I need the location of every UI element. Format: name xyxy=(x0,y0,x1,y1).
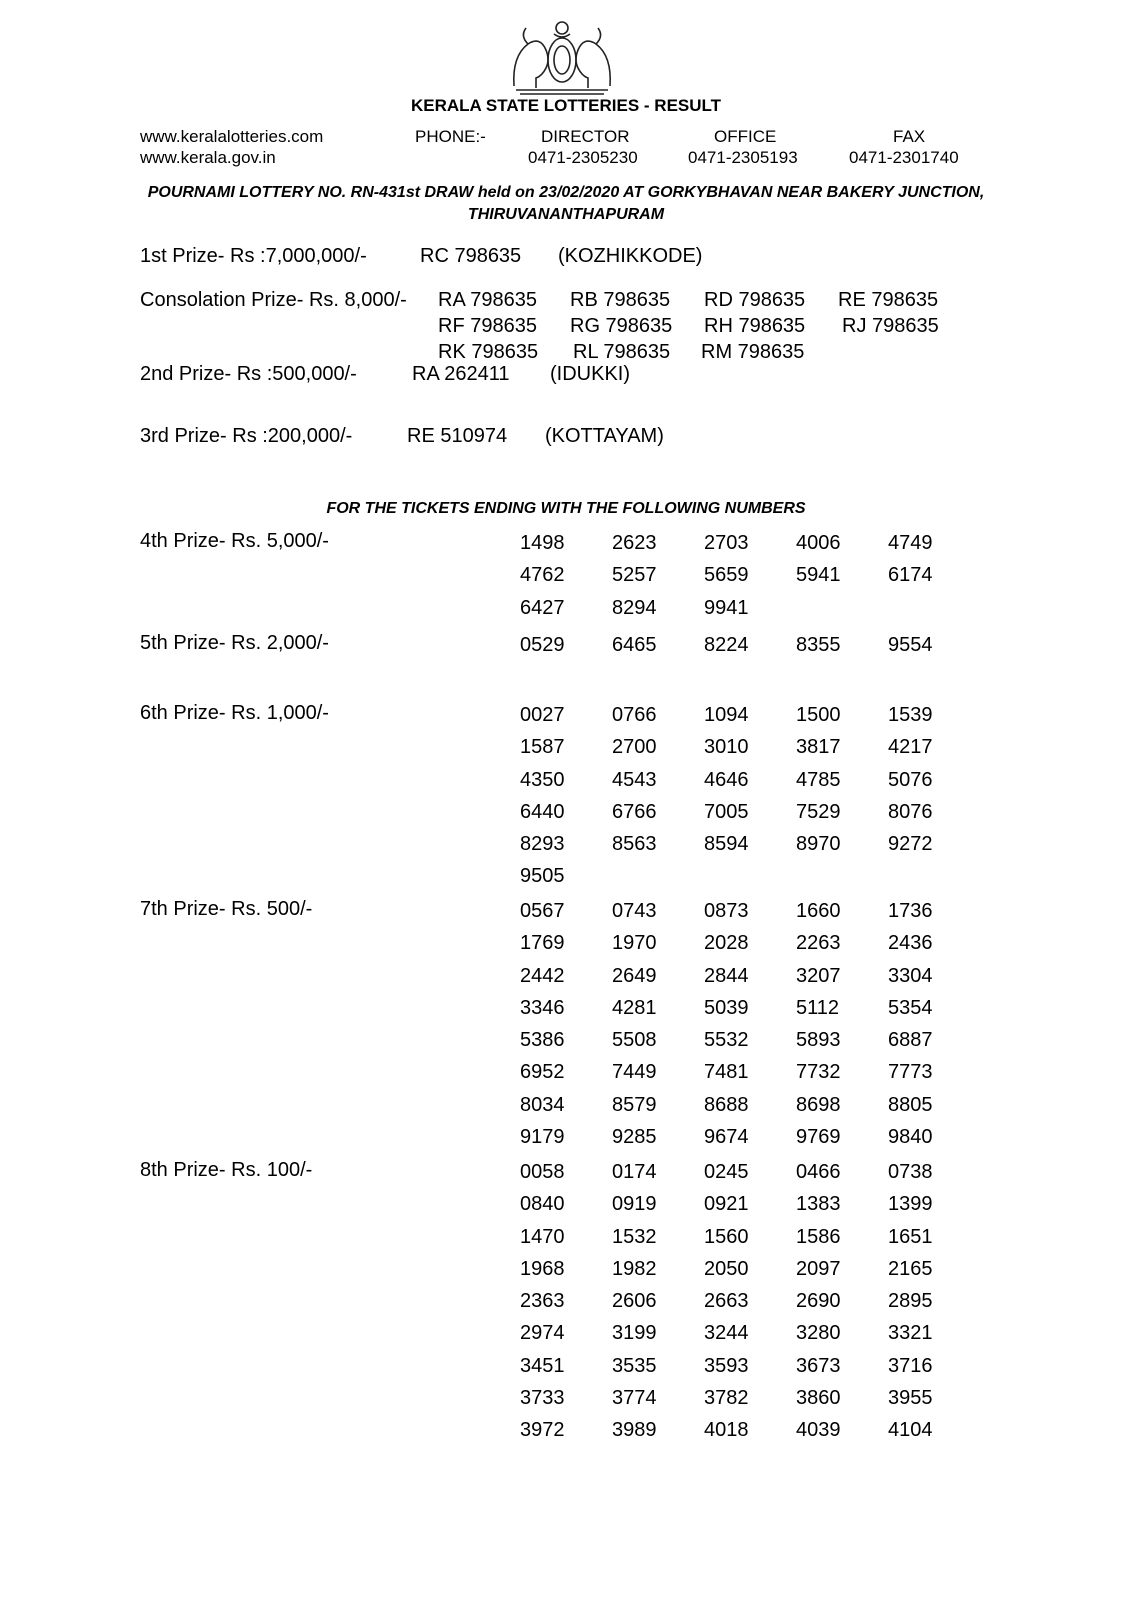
ticket-number: 3989 xyxy=(612,1419,657,1442)
first-prize-place: (KOZHIKKODE) xyxy=(558,245,703,267)
fifth-prize-label: 5th Prize- Rs. 2,000/- xyxy=(140,632,329,654)
ticket-number: 0873 xyxy=(704,900,749,922)
ticket-number: 4104 xyxy=(888,1419,933,1442)
ticket-number: 2844 xyxy=(704,964,749,987)
ticket-number: 9769 xyxy=(796,1126,841,1149)
ticket-number: 9272 xyxy=(888,833,933,856)
ticket-number: 8355 xyxy=(796,634,841,656)
fifth-prize-numbers xyxy=(520,629,980,661)
seventh-prize-numbers xyxy=(520,895,980,1153)
office-phone: 0471-2305193 xyxy=(688,148,798,167)
ticket-number: 1498 xyxy=(520,532,565,554)
ticket-number: 9941 xyxy=(704,596,749,619)
ticket-number: 7529 xyxy=(796,800,841,823)
ticket-number: 4006 xyxy=(796,532,841,554)
ticket-number: 3733 xyxy=(520,1387,565,1410)
ticket-number: 8698 xyxy=(796,1093,841,1116)
ticket-number: 4350 xyxy=(520,768,565,791)
ticket-number: 9554 xyxy=(888,634,933,656)
ticket-number: 2436 xyxy=(888,932,933,955)
ticket-number: 4217 xyxy=(888,736,933,759)
ticket-number: 6887 xyxy=(888,1029,933,1052)
ticket-number: 8970 xyxy=(796,833,841,856)
ticket-number: 4646 xyxy=(704,768,749,791)
ticket-number: 0245 xyxy=(704,1161,749,1183)
sixth-prize-label: 6th Prize- Rs. 1,000/- xyxy=(140,702,329,724)
ticket-number: 8224 xyxy=(704,634,749,656)
fourth-prize-numbers xyxy=(520,527,980,624)
ticket-number: 3280 xyxy=(796,1322,841,1345)
ticket-number: 2097 xyxy=(796,1257,841,1280)
ticket-number: 1660 xyxy=(796,900,841,922)
ticket-number: 0174 xyxy=(612,1161,657,1183)
eighth-prize-numbers xyxy=(520,1156,980,1447)
ticket-number: 2623 xyxy=(612,532,657,554)
ticket-number: 1587 xyxy=(520,736,565,759)
ticket-number: 9285 xyxy=(612,1126,657,1149)
ticket-number: 0919 xyxy=(612,1193,657,1216)
ticket-number: 8034 xyxy=(520,1093,565,1116)
sixth-prize-numbers xyxy=(520,699,980,893)
ticket-number: 5659 xyxy=(704,564,749,587)
ticket-number: 1586 xyxy=(796,1225,841,1248)
ticket-number: 5257 xyxy=(612,564,657,587)
ticket-number: 2974 xyxy=(520,1322,565,1345)
ticket-number: 3451 xyxy=(520,1354,565,1377)
ticket-number: 1982 xyxy=(612,1257,657,1280)
ticket-number: 8076 xyxy=(888,800,933,823)
ticket-number: 3321 xyxy=(888,1322,933,1345)
phone-label: PHONE:- xyxy=(415,127,486,146)
ticket-number: 1651 xyxy=(888,1225,933,1248)
seventh-prize-label: 7th Prize- Rs. 500/- xyxy=(140,898,313,920)
ticket-number: 0766 xyxy=(612,704,657,726)
director-label: DIRECTOR xyxy=(541,127,630,146)
consolation-ticket: RF 798635 xyxy=(438,315,537,337)
ticket-number: 4762 xyxy=(520,564,565,587)
second-prize-ticket: RA 262411 xyxy=(412,363,510,385)
ticket-number: 0529 xyxy=(520,634,565,656)
consolation-ticket: RL 798635 xyxy=(573,341,671,363)
third-prize-place: (KOTTAYAM) xyxy=(545,425,664,447)
director-phone: 0471-2305230 xyxy=(528,148,638,167)
ticket-number: 3972 xyxy=(520,1419,565,1442)
fax-number: 0471-2301740 xyxy=(849,148,959,167)
ticket-number: 3593 xyxy=(704,1354,749,1377)
ticket-number: 8294 xyxy=(612,596,657,619)
ticket-number: 6174 xyxy=(888,564,933,587)
ticket-number: 1532 xyxy=(612,1225,657,1248)
ticket-number: 6440 xyxy=(520,800,565,823)
office-label: OFFICE xyxy=(714,127,777,146)
ticket-number: 1970 xyxy=(612,932,657,955)
third-prize-ticket: RE 510974 xyxy=(407,425,508,447)
ticket-number: 7449 xyxy=(612,1061,657,1084)
ending-numbers-heading: FOR THE TICKETS ENDING WITH THE FOLLOWING NUMBERS xyxy=(326,500,806,517)
ticket-number: 0738 xyxy=(888,1161,933,1183)
website-link-1[interactable]: www.keralalotteries.com xyxy=(140,127,324,146)
draw-info: POURNAMI LOTTERY NO. RN-431st DRAW held on 23/02/2020 AT GORKYBHAVAN NEAR BAKERY JUNCTION, THIRUVANANTHAPURAM xyxy=(147,184,985,223)
consolation-ticket: RD 798635 xyxy=(704,289,806,311)
ticket-number: 7005 xyxy=(704,800,749,823)
ticket-number: 5941 xyxy=(796,564,841,587)
ticket-number: 2263 xyxy=(796,932,841,955)
ticket-number: 2028 xyxy=(704,932,749,955)
ticket-number: 5112 xyxy=(796,996,840,1019)
ticket-number: 9505 xyxy=(520,865,565,888)
ticket-number: 5354 xyxy=(888,996,933,1019)
consolation-ticket: RJ 798635 xyxy=(842,315,939,337)
ticket-number: 1094 xyxy=(704,704,749,726)
ticket-number: 7481 xyxy=(704,1061,749,1084)
ticket-number: 1736 xyxy=(888,900,933,922)
ticket-number: 5532 xyxy=(704,1029,749,1052)
ticket-number: 1470 xyxy=(520,1225,565,1248)
ticket-number: 0027 xyxy=(520,704,565,726)
ticket-number: 0058 xyxy=(520,1161,565,1183)
kerala-emblem-icon xyxy=(506,16,618,96)
ticket-number: 2050 xyxy=(704,1257,749,1280)
ticket-number: 1560 xyxy=(704,1225,749,1248)
fax-label: FAX xyxy=(893,127,926,146)
ticket-number: 0567 xyxy=(520,900,565,922)
ticket-number: 8805 xyxy=(888,1093,933,1116)
ticket-number: 2700 xyxy=(612,736,657,759)
ticket-number: 0840 xyxy=(520,1193,565,1216)
ticket-number: 3207 xyxy=(796,964,841,987)
ticket-number: 3774 xyxy=(612,1387,657,1410)
ticket-number: 0743 xyxy=(612,900,657,922)
second-prize-label: 2nd Prize- Rs :500,000/- xyxy=(140,363,357,385)
consolation-ticket: RE 798635 xyxy=(838,289,939,311)
page-title: KERALA STATE LOTTERIES - RESULT xyxy=(410,96,722,115)
ticket-number: 8594 xyxy=(704,833,749,856)
ticket-number: 6465 xyxy=(612,634,657,656)
ticket-number: 8563 xyxy=(612,833,657,856)
ticket-number: 6766 xyxy=(612,800,657,823)
ticket-number: 0466 xyxy=(796,1161,841,1183)
ticket-number: 4039 xyxy=(796,1419,841,1442)
ticket-number: 5386 xyxy=(520,1029,565,1052)
ticket-number: 1968 xyxy=(520,1257,565,1280)
ticket-number: 3817 xyxy=(796,736,841,759)
ticket-number: 3673 xyxy=(796,1354,841,1377)
consolation-ticket: RH 798635 xyxy=(704,315,806,337)
ticket-number: 9840 xyxy=(888,1126,933,1149)
ticket-number: 6427 xyxy=(520,596,565,619)
ticket-number: 3199 xyxy=(612,1322,657,1345)
ticket-number: 2690 xyxy=(796,1290,841,1313)
ticket-number: 2703 xyxy=(704,532,749,554)
website-link-2[interactable]: www.kerala.gov.in xyxy=(140,148,276,167)
third-prize-label: 3rd Prize- Rs :200,000/- xyxy=(140,425,353,447)
ticket-number: 5039 xyxy=(704,996,749,1019)
ticket-number: 4281 xyxy=(612,996,657,1019)
eighth-prize-label: 8th Prize- Rs. 100/- xyxy=(140,1159,313,1181)
ticket-number: 1539 xyxy=(888,704,933,726)
consolation-ticket: RG 798635 xyxy=(570,315,673,337)
ticket-number: 5893 xyxy=(796,1029,841,1052)
ticket-number: 5508 xyxy=(612,1029,657,1052)
consolation-ticket: RA 798635 xyxy=(438,289,537,311)
ticket-number: 0921 xyxy=(704,1193,749,1216)
ticket-number: 5076 xyxy=(888,768,933,791)
ticket-number: 1500 xyxy=(796,704,841,726)
ticket-number: 1383 xyxy=(796,1193,841,1216)
ticket-number: 3716 xyxy=(888,1354,933,1377)
ticket-number: 2165 xyxy=(888,1257,933,1280)
ticket-number: 6952 xyxy=(520,1061,565,1084)
ticket-number: 1769 xyxy=(520,932,565,955)
ticket-number: 4785 xyxy=(796,768,841,791)
ticket-number: 4543 xyxy=(612,768,657,791)
ticket-number: 2363 xyxy=(520,1290,565,1313)
fourth-prize-label: 4th Prize- Rs. 5,000/- xyxy=(140,530,329,552)
ticket-number: 7732 xyxy=(796,1061,841,1084)
ticket-number: 3535 xyxy=(612,1354,657,1377)
ticket-number: 8293 xyxy=(520,833,565,856)
ticket-number: 4749 xyxy=(888,532,933,554)
ticket-number: 3860 xyxy=(796,1387,841,1410)
ticket-number: 7773 xyxy=(888,1061,933,1084)
first-prize-ticket: RC 798635 xyxy=(420,245,522,267)
ticket-number: 8579 xyxy=(612,1093,657,1116)
ticket-number: 2649 xyxy=(612,964,657,987)
ticket-number: 1399 xyxy=(888,1193,933,1216)
consolation-label: Consolation Prize- Rs. 8,000/- xyxy=(140,289,407,311)
ticket-number: 3010 xyxy=(704,736,749,759)
second-prize-place: (IDUKKI) xyxy=(550,363,630,385)
ticket-number: 2442 xyxy=(520,964,565,987)
ticket-number: 3244 xyxy=(704,1322,749,1345)
ticket-number: 8688 xyxy=(704,1093,749,1116)
ticket-number: 3304 xyxy=(888,964,933,987)
ticket-number: 4018 xyxy=(704,1419,749,1442)
ticket-number: 3346 xyxy=(520,996,565,1019)
ticket-number: 9179 xyxy=(520,1126,565,1149)
ticket-number: 2606 xyxy=(612,1290,657,1313)
consolation-ticket: RK 798635 xyxy=(438,341,539,363)
consolation-ticket: RM 798635 xyxy=(701,341,805,363)
ticket-number: 2663 xyxy=(704,1290,749,1313)
ticket-number: 3955 xyxy=(888,1387,933,1410)
ticket-number: 3782 xyxy=(704,1387,749,1410)
ticket-number: 2895 xyxy=(888,1290,933,1313)
consolation-ticket: RB 798635 xyxy=(570,289,671,311)
ticket-number: 9674 xyxy=(704,1126,749,1149)
first-prize-label: 1st Prize- Rs :7,000,000/- xyxy=(140,245,367,267)
